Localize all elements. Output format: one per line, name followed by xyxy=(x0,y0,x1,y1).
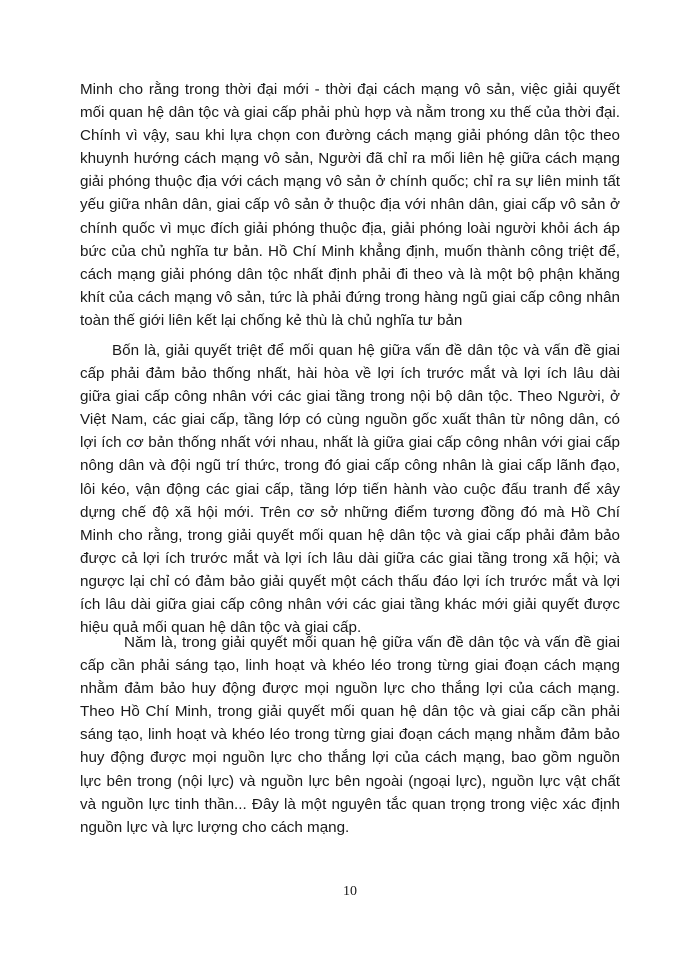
page-number: 10 xyxy=(343,884,357,899)
paragraph-fourth-principle: Bốn là, giải quyết triệt để mối quan hệ giữa vấn đề dân tộc và vấn đề giai cấp phải đảm bảo thống nhất, hài hòa về lợi ích trước mắt và lợi ích lâu dài giữa giai cấp công nhân với các giai tầng trong nội bộ dân tộc. Theo Người, ở Việt Nam, các giai cấp, tầng lớp có cùng nguồn gốc xuất thân từ nông dân, có lợi ích cơ bản thống nhất với nhau, nhất là giữa giai cấp công nhân với giai cấp nông dân và đội ngũ trí thức, trong đó giai cấp công nhân là giai cấp lãnh đạo, lôi kéo, vận động các giai cấp, tầng lớp tiến hành vào cuộc đấu tranh để xây dựng chế độ xã hội mới. Trên cơ sở những điểm tương đồng đó mà Hồ Chí Minh cho rằng, trong giải quyết mối quan hệ dân tộc và giai cấp phải đảm bảo được cả lợi ích trước mắt và lợi ích lâu dài giữa các giai tầng trong xã hội; và ngược lại chỉ có đảm bảo giải quyết một cách thấu đáo lợi ích trước mắt và lợi ích lâu dài giữa giai cấp công nhân với các giai tầng khác mới giải quyết được hiệu quả mối quan hệ dân tộc và giai cấp. xyxy=(80,342,620,637)
paragraph-continuation: Minh cho rằng trong thời đại mới - thời đại cách mạng vô sản, việc giải quyết mối quan hệ dân tộc và giai cấp phải phù hợp và nằm trong xu thế của thời đại. Chính vì vậy, sau khi lựa chọn con đường cách mạng giải phóng dân tộc theo khuynh hướng cách mạng vô sản, Người đã chỉ ra mối liên hệ giữa cách mạng giải phóng thuộc địa với cách mạng vô sản ở chính quốc; chỉ ra sự liên minh tất yếu giữa nhân dân, giai cấp vô sản ở thuộc địa với nhân dân, giai cấp vô sản ở chính quốc vì mục đích giải phóng thuộc địa, giải phóng loài người khỏi ách áp bức của chủ nghĩa tư bản. Hồ Chí Minh khẳng định, muốn thành công triệt để, cách mạng giải phóng dân tộc nhất định phải đi theo và là một bộ phận khăng khít của cách mạng vô sản, tức là phải đứng trong hàng ngũ giai cấp công nhân toàn thế giới liên kết lại chống kẻ thù là chủ nghĩa tư bản xyxy=(80,81,620,329)
paragraph-fifth-principle: Năm là, trong giải quyết mối quan hệ giữa vấn đề dân tộc và vấn đề giai cấp cần phải sáng tạo, linh hoạt và khéo léo trong từng giai đoạn cách mạng nhằm đảm bảo huy động được mọi nguồn lực cho thắng lợi của cách mạng. Theo Hồ Chí Minh, trong giải quyết mối quan hệ dân tộc và giai cấp cần phải sáng tạo, linh hoạt và khéo léo trong từng giai đoạn cách mạng nhằm đảm bảo huy động được mọi nguồn lực cho thắng lợi của cách mạng, bao gồm nguồn lực bên trong (nội lực) và nguồn lực bên ngoài (ngoại lực), nguồn lực vật chất và nguồn lực tinh thần... Đây là một nguyên tắc quan trọng trong việc xác định nguồn lực và lực lượng cho cách mạng. xyxy=(80,634,620,836)
